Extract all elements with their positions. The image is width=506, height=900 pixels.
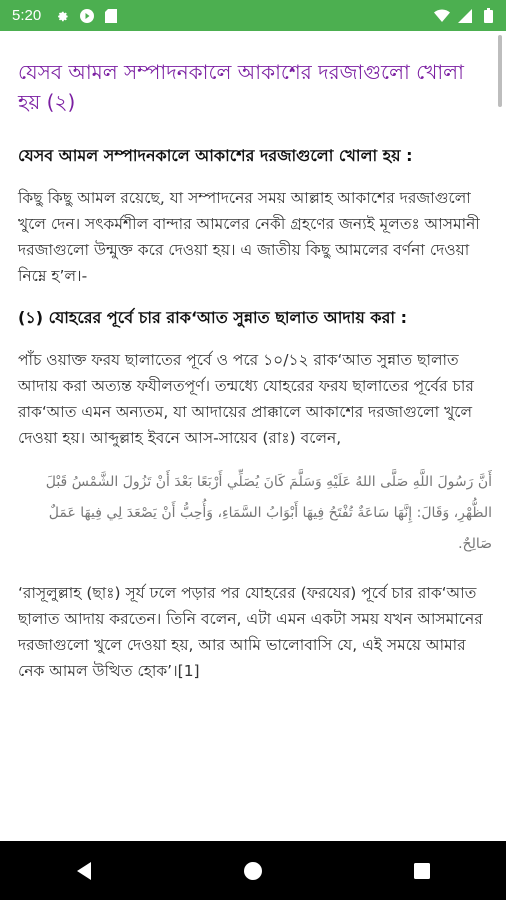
section-heading: (১) যোহরের পূর্বে চার রাক‘আত সুন্নাত ছালাত আদায় করা :: [18, 308, 407, 327]
status-bar: [0, 0, 506, 31]
play-icon: [79, 8, 95, 24]
arabic-hadith-text: أَنَّ رَسُولَ اللَّهِ صَلَّى اللهُ عَلَيْهِ وَسَلَّمَ كَانَ يُصَلِّي أَرْبَعًا بَعْدَ أَنْ تَزُولَ الشَّمْسُ قَبْلَ الظُّهْرِ، وَقَالَ: إِنَّهَا سَاعَةٌ تُفْتَحُ فِيهَا أَبْوَابُ السَّمَاءِ، وَأُحِبُّ أَنْ يَصْعَدَ لِي فِيهَا عَمَلٌ صَالِحٌ.: [45, 474, 492, 552]
article: [0, 31, 506, 684]
article-scroll-view[interactable]: [0, 31, 506, 841]
back-icon[interactable]: [54, 841, 114, 900]
article-title: যেসব আমল সম্পাদনকালে আকাশের দরজাগুলো খোলা হয় (২): [18, 60, 464, 114]
sd-card-icon: [103, 8, 119, 24]
battery-icon: [480, 8, 496, 24]
section-heading: যেসব আমল সম্পাদনকালে আকাশের দরজাগুলো খোলা হয় :: [18, 146, 413, 165]
status-time: 5:20: [12, 7, 42, 24]
paragraph: পাঁচ ওয়াক্ত ফরয ছালাতের পূর্বে ও পরে ১০/১২ রাক‘আত সুন্নাত ছালাত আদায় করা অত্যন্ত ফযীলতপূর্ণ। তন্মধ্যে যোহরের ফরয ছালাতের পূর্বের চার রাক‘আত এমন অন্যতম, যা আদায়ের প্রাক্কালে আকাশের দরজাগুলো খুলে দেওয়া হয়। আব্দুল্লাহ ইবনে আস-সায়েব (রাঃ) বলেন,: [18, 351, 474, 447]
home-icon[interactable]: [223, 841, 283, 900]
wifi-icon: [434, 8, 450, 24]
gear-icon: [55, 8, 71, 24]
status-icons-right: [434, 8, 496, 24]
status-icons-left: [55, 8, 119, 24]
navigation-bar: [0, 841, 506, 900]
recents-icon[interactable]: [392, 841, 452, 900]
paragraph: কিছু কিছু আমল রয়েছে, যা সম্পাদনের সময় আল্লাহ আকাশের দরজাগুলো খুলে দেন। সৎকর্মশীল বান্দার আমলের নেকী গ্রহণের জন্যই মূলতঃ আসমানী দরজাগুলো উন্মুক্ত করে দেওয়া হয়। এ জাতীয় কিছু আমলের বর্ণনা দেওয়া নিম্নে হ’ল।-: [18, 189, 480, 285]
scrollbar[interactable]: [498, 35, 502, 107]
signal-icon: [457, 8, 473, 24]
paragraph: ‘রাসূলুল্লাহ (ছাঃ) সূর্য ঢলে পড়ার পর যোহরের (ফরযের) পূর্বে চার রাক‘আত ছালাত আদায় করতেন। তিনি বলেন, এটা এমন একটা সময় যখন আসমানের দরজাগুলো খুলে দেওয়া হয়, আর আমি ভালোবাসি যে, এই সময়ে আমার নেক আমল উত্থিত হোক’।[1]: [18, 584, 483, 680]
